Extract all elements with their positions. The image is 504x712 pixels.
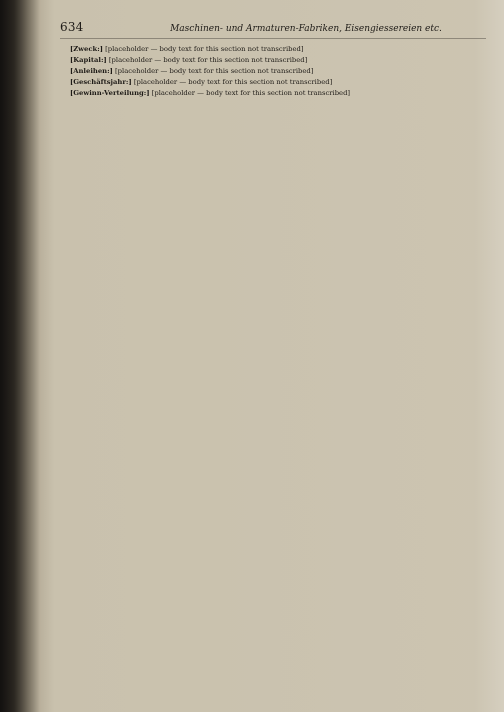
page-content [60,20,486,704]
section-body: [placeholder — body text for this section not transcribed] [105,45,304,53]
section-gewinn-verteilung [60,89,486,98]
section-body: [placeholder — body text for this section not transcribed] [133,78,333,87]
page-header [60,20,486,39]
section-anleihen [60,67,486,76]
running-head: Maschinen- und Armaturen-Fabriken, Eisengiessereien etc. [170,24,442,34]
section-lead: [Kapital:] [70,56,107,65]
section-zweck [60,45,486,54]
section-lead: [Zweck:] [70,45,103,53]
section-kapital [60,56,486,65]
section-body: [placeholder — body text for this section not transcribed] [151,89,351,98]
section-body: [placeholder — body text for this section not transcribed] [108,56,308,65]
section-lead: [Geschäftsjahr:] [70,78,132,87]
section-geschaeftsjahr [60,78,486,87]
section-lead: [Anleihen:] [70,67,113,76]
section-lead: [Gewinn-Verteilung:] [70,89,150,98]
page-number: 634 [60,20,84,34]
book-binding-shadow [0,0,40,712]
section-body: [placeholder — body text for this section not transcribed] [115,67,314,76]
